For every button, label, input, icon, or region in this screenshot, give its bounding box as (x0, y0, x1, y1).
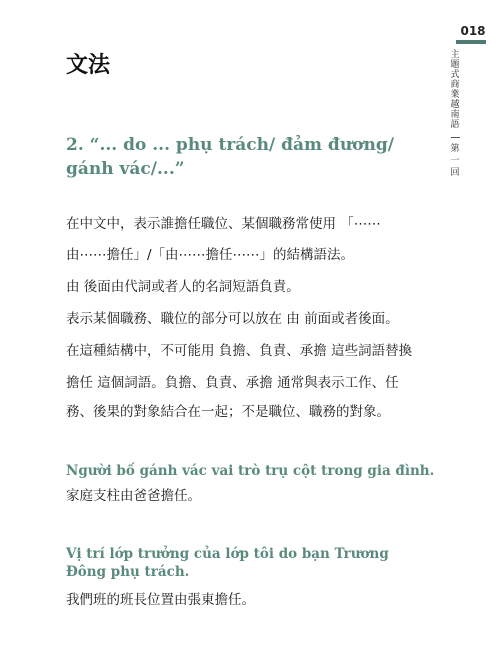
page-number: 018 (460, 24, 486, 38)
side-divider (451, 137, 460, 138)
example-vietnamese: Vị trí lớp trưởng của lớp tôi do bạn Trương Đông phụ trách. (66, 546, 389, 580)
example-vietnamese: Người bố gánh vác vai trò trụ cột trong gia đình. (66, 463, 435, 479)
explanation-line: 在這種結構中，不可能用 負擔、負責、承擔 這些詞語替換 (66, 343, 413, 359)
explanation-line: 在中文中，表示誰擔任職位、某個職務常使用 「⋯⋯ (66, 216, 381, 232)
example-chinese: 我們班的班長位置由張東擔任。 (66, 592, 255, 608)
grammar-heading: 2. “... do ... phụ trách/ đảm đương/ gánh vác/...” (66, 135, 394, 179)
example-chinese: 家庭支柱由爸爸擔任。 (66, 488, 201, 504)
section-title: 文法 (66, 53, 111, 78)
page-number-bar (456, 40, 486, 44)
explanation-line: 由 後面由代詞或者人的名詞短語負責。 (66, 279, 300, 295)
lesson-label-vertical: 第一回 (450, 144, 460, 178)
explanation-line: 擔任 這個詞語。負擔、負責、承擔 通常與表示工作、任 (66, 375, 399, 391)
explanation-line: 表示某個職務、職位的部分可以放在 由 前面或者後面。 (66, 311, 399, 327)
explanation-line: 務、後果的對象結合在一起；不是職位、職務的對象。 (66, 404, 390, 420)
book-title-vertical: 主題式商業越南語 (450, 50, 460, 130)
explanation-line: 由⋯⋯擔任」/「由⋯⋯擔任⋯⋯」的結構語法。 (66, 247, 355, 263)
